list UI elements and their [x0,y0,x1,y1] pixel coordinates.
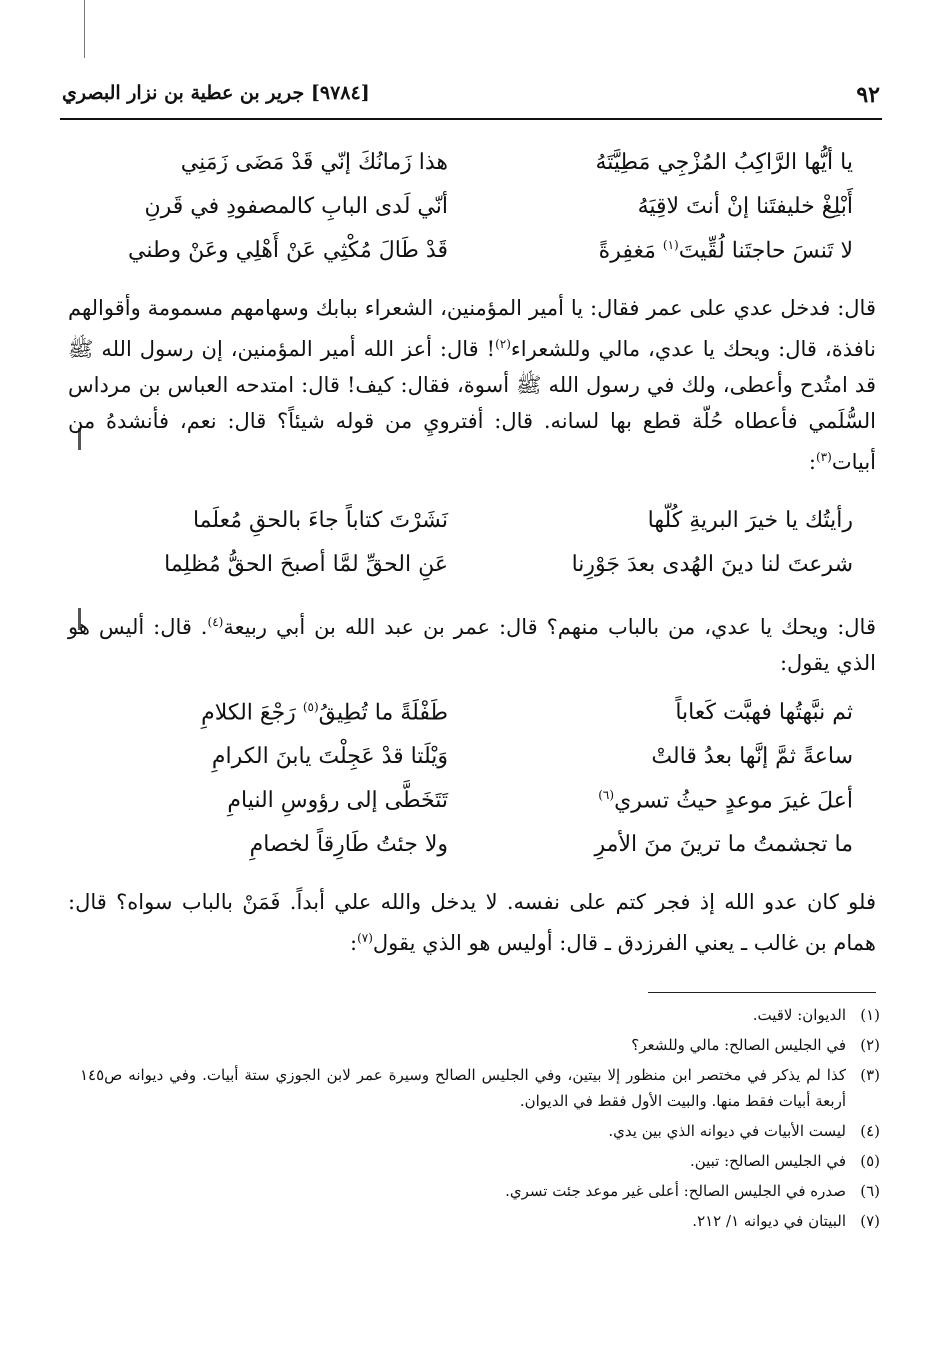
hemistich-first [598,788,853,813]
footnote [80,1062,880,1114]
running-title: [٩٧٨٤] جرير بن عطية بن نزار البصري [62,82,370,104]
hemistich-first: ثم نبَّهتُها فهبَّت كَعاباً [675,700,853,725]
poem-2 [118,508,853,596]
verse-text: رَجْعَ الكلامِ [201,700,296,726]
verse-text: لا تَنسَ حاجتَنا لُقِّيتَ [678,238,853,264]
footnote [80,1148,880,1174]
footnote-text: الديوان: لاقيت. [752,1006,846,1024]
footnote-ref[interactable]: (٧) [357,931,373,945]
footnote [80,1118,880,1144]
footnote-ref[interactable]: (٢) [495,337,511,351]
paragraph-2 [68,604,876,681]
scan-artifact-line [84,0,85,58]
footnote-ref[interactable]: (٤) [207,615,224,629]
footnote-ref[interactable]: (٣) [815,450,832,464]
hemistich-first: شرعتَ لنا دينَ الهُدى بعدَ جَوْرِنا [571,552,853,577]
footnote-ref[interactable]: (٦) [598,788,615,802]
verse-line [118,238,853,282]
hemistich-first: ساعةً ثمَّ إنَّها بعدُ قالتْ [651,744,853,769]
footnote-number: (١) [860,1006,880,1024]
verse-line [118,150,853,194]
text-run: قال: ويحك يا عدي، من بالباب منهم؟ قال: عمر بن عبد الله بن أبي ربيعة [223,615,876,639]
footnotes [80,1002,880,1238]
footnote [80,1208,880,1234]
hemistich-first [599,238,853,263]
footnote-number: (٦) [860,1182,880,1200]
verse-line [118,744,853,788]
hemistich-first: أَبْلِغْ خليفتَنا إنْ أنتَ لاقِيَهُ [637,194,853,219]
poem-3 [118,700,853,876]
hemistich-second: قَدْ طَالَ مُكْثِي عَنْ أَهْلِي وعَنْ وطني [128,238,448,263]
footnote-text: في الجليس الصالح: مالي وللشعر؟ [631,1036,846,1054]
footnote-separator [648,992,876,993]
footnote-number: (٢) [860,1036,880,1054]
hemistich-second: ولا جئتُ طَارِقاً لخصامِ [249,832,448,857]
paragraph-3 [68,884,876,961]
poem-1 [118,150,853,282]
verse-line [118,832,853,876]
hemistich-second: أنّي لَدى البابِ كالمصفودِ في قَرنِ [144,194,448,219]
text-run: ! قال: أعز الله أمير المؤمنين، إن رسول الله ﷺ قد امتُدح وأعطى، ولك في رسول الله ﷺ أسوة، فقال: كيف! قال: امتدحه العباس بن مرداس السُّلَمي فأعطاه حُلّة قطع بها لسانه. قال: أفترويِ من قوله شيئاً؟ قال: نعم، فأنشدهُ من أبيات [68,337,876,474]
hemistich-first: رأيتُك يا خيرَ البريةِ كُلّها [647,508,853,533]
page-number: ٩٢ [856,82,880,108]
hemistich-first: يا أيُّها الرَّاكِبُ المُزْجِي مَطِيَّتَهُ [595,150,853,175]
hemistich-second: هذا زَمانُكَ إنّي قَدْ مَضَى زَمَنِي [180,150,448,175]
footnote-number: (٣) [860,1066,880,1084]
verse-line [118,552,853,596]
page-header [62,80,880,116]
text-run: . قال: أليس هو الذي يقول: [68,615,876,675]
hemistich-second: تَتَخَطَّى إلى رؤوسِ النيامِ [227,788,448,813]
footnote-text: في الجليس الصالح: تبين. [689,1152,846,1170]
footnote-ref[interactable]: (٥) [302,700,319,714]
footnote-text: كذا لم يذكر في مختصر ابن منظور إلا بيتين، وفي الجليس الصالح وسيرة عمر لابن الجوزي ستة أبيات. وفي ديوانه ص١٤٥ أربعة أبيات فقط منها. والبيت الأول فقط في الديوان. [80,1066,846,1110]
footnote-number: (٤) [860,1122,880,1140]
text-run: قال: فدخل عدي على عمر فقال: يا أمير المؤمنين، الشعراء ببابك وسهامهم مسمومة وأقوالهم نافذة، قال: ويحك يا عدي، مالي وللشعراء [68,296,876,361]
hemistich-first: ما تجشمتُ ما ترينَ منَ الأمرِ [594,832,853,857]
footnote-number: (٧) [860,1212,880,1230]
hemistich-second: نَشَرْتَ كتاباً جاءَ بالحقِ مُعلَما [192,508,448,533]
footnote [80,1178,880,1204]
header-rule [60,118,882,120]
footnote-text: صدره في الجليس الصالح: أعلى غير موعد جئت تسري. [505,1182,846,1200]
hemistich-second: وَيْلَتا قدْ عَجِلْتَ يابنَ الكرامِ [211,744,448,769]
footnote [80,1032,880,1058]
verse-text: مَغفِرةً [598,238,656,264]
verse-line [118,194,853,238]
paragraph-text [68,604,876,681]
paragraph-1 [68,290,876,480]
verse-line [118,788,853,832]
paragraph-text [68,884,876,961]
verse-text: طَفْلَةً ما تُطِيقُ [318,700,448,726]
verse-text: أعلَ غيرَ موعدٍ حيثُ تسري [614,788,853,814]
verse-line [118,700,853,744]
footnote-ref[interactable]: (١) [662,238,679,252]
footnote [80,1002,880,1028]
text-run: فلو كان عدو الله إذ فجر كتم على نفسه. لا يدخل والله علي أبداً. فَمَنْ بالباب سواه؟ قال: همام بن غالب ـ يعني الفرزدق ـ قال: أوليس هو الذي يقول [68,890,876,955]
footnote-number: (٥) [860,1152,880,1170]
hemistich-second: عَنِ الحقِّ لمَّا أصبحَ الحقُّ مُظلِما [164,552,448,577]
verse-line [118,508,853,552]
text-run: : [808,450,816,474]
footnote-text: البيتان في ديوانه ١/ ٢١٢. [692,1212,846,1230]
paragraph-text [68,290,876,480]
footnote-text: ليست الأبيات في ديوانه الذي بين يدي. [608,1122,846,1140]
text-run: : [350,931,358,955]
hemistich-second [201,700,448,725]
